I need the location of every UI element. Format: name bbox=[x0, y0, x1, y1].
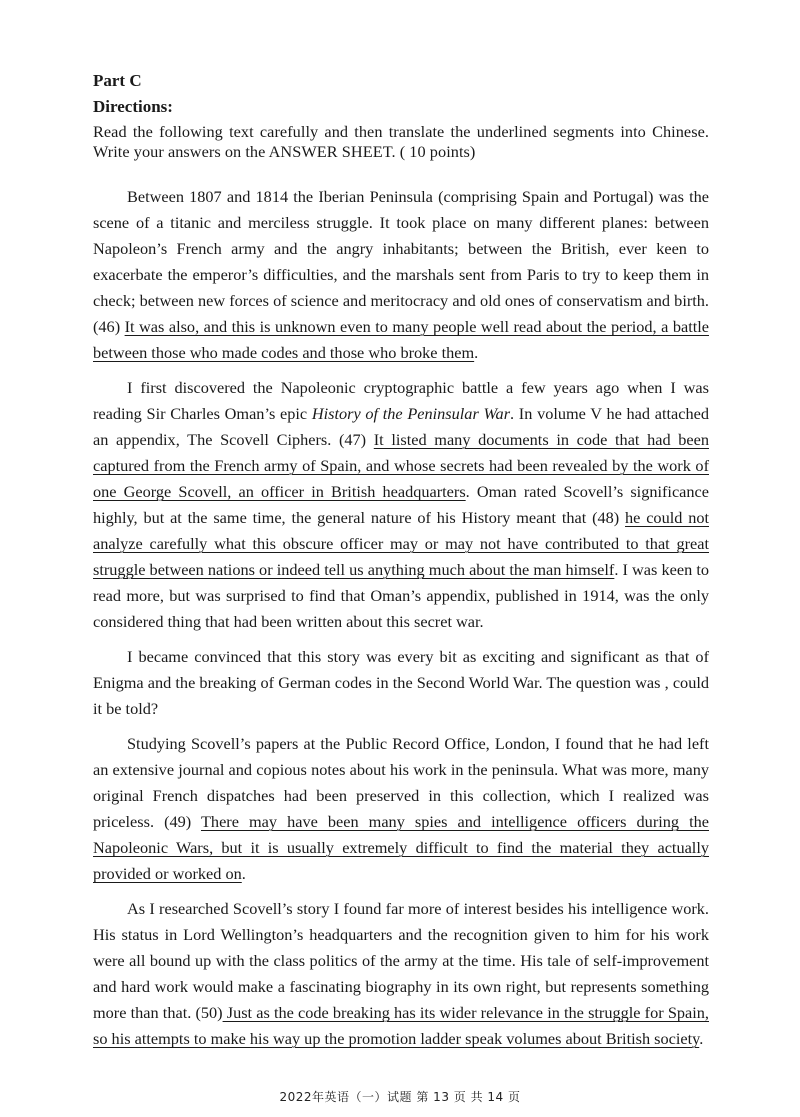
underlined-segment: Just as the code breaking has its wider relevance in the struggle for Spain, so his attempts to make his way up the promotion ladder speak volumes about British society bbox=[93, 1003, 709, 1048]
underlined-segment: It was also, and this is unknown even to many people well read about the period, a battle between those who made codes and those who broke them bbox=[93, 317, 709, 362]
text-segment: As I researched Scovell’s story I found far more of interest besides his intelligence work. His status in Lord Wellington’s headquarters and the recognition given to him for his work were all bound up with the class politics of the army at the time. His tale of self-improvement and hard work would make a fascinating biography in its own right, but represents something more than that. (50) bbox=[93, 899, 709, 1022]
text-segment: I first discovered the Napoleonic cryptographic battle a few years ago when I was reading Sir Charles Oman’s epic bbox=[93, 378, 709, 423]
text-segment: . bbox=[699, 1029, 704, 1048]
text-segment: . In volume V he had attached an appendix, The Scovell Ciphers. (47) bbox=[93, 404, 709, 449]
directions-label: Directions: bbox=[93, 97, 173, 116]
text-segment: . bbox=[241, 864, 246, 883]
text-segment: Studying Scovell’s papers at the Public Record Office, London, I found that he had left an extensive journal and copious notes about his work in the peninsula. What was more, many original French dispatches had been preserved in this collection, which I realized was priceless. (49) bbox=[93, 734, 709, 831]
passage-paragraph bbox=[93, 375, 709, 635]
exam-page bbox=[93, 68, 709, 1061]
underlined-segment: There may have been many spies and intelligence officers during the Napoleonic Wars, but it is usually extremely difficult to find the material they actually provided or worked on bbox=[93, 812, 709, 883]
underlined-segment: It listed many documents in code that had been captured from the French army of Spain, and whose secrets had been revealed by the work of one George Scovell, an officer in British headquarters bbox=[93, 430, 709, 501]
text-segment: I became convinced that this story was every bit as exciting and significant as that of Enigma and the breaking of German codes in the Second World War. The question was , could it be told? bbox=[93, 647, 709, 718]
text-segment: . I was keen to read more, but was surprised to find that Oman’s appendix, published in 1914, was the only considered thing that had been written about this secret war. bbox=[93, 560, 709, 631]
page-footer: 2022年英语（一）试题 第 13 页 共 14 页 bbox=[279, 1090, 521, 1104]
text-segment: . bbox=[474, 343, 479, 362]
passage-paragraph bbox=[93, 644, 709, 722]
directions-text: Read the following text carefully and then translate the underlined segments into Chinese. Write your answers on the ANSWER SHEET. ( 10 points) bbox=[93, 122, 709, 161]
text-segment: . Oman rated Scovell’s significance highly, but at the same time, the general nature of his History meant that (48) bbox=[93, 482, 709, 527]
book-title: History of the Peninsular War bbox=[311, 404, 511, 423]
passage-paragraph bbox=[93, 184, 709, 366]
passage bbox=[93, 184, 709, 1052]
text-segment: Between 1807 and 1814 the Iberian Peninsula (comprising Spain and Portugal) was the scene of a titanic and merciless struggle. It took place on many different planes: between Napoleon’s French army and the angry inhabitants; between the British, ever keen to exacerbate the emperor’s difficulties, and the marshals sent from Paris to try to keep them in check; between new forces of science and meritocracy and old ones of conservatism and birth. (46) bbox=[93, 187, 709, 336]
part-title: Part C bbox=[93, 71, 142, 90]
passage-paragraph bbox=[93, 896, 709, 1052]
passage-paragraph bbox=[93, 731, 709, 887]
underlined-segment: he could not analyze carefully what this obscure officer may or may not have contributed to that great struggle between nations or indeed tell us anything much about the man himself bbox=[93, 508, 709, 579]
